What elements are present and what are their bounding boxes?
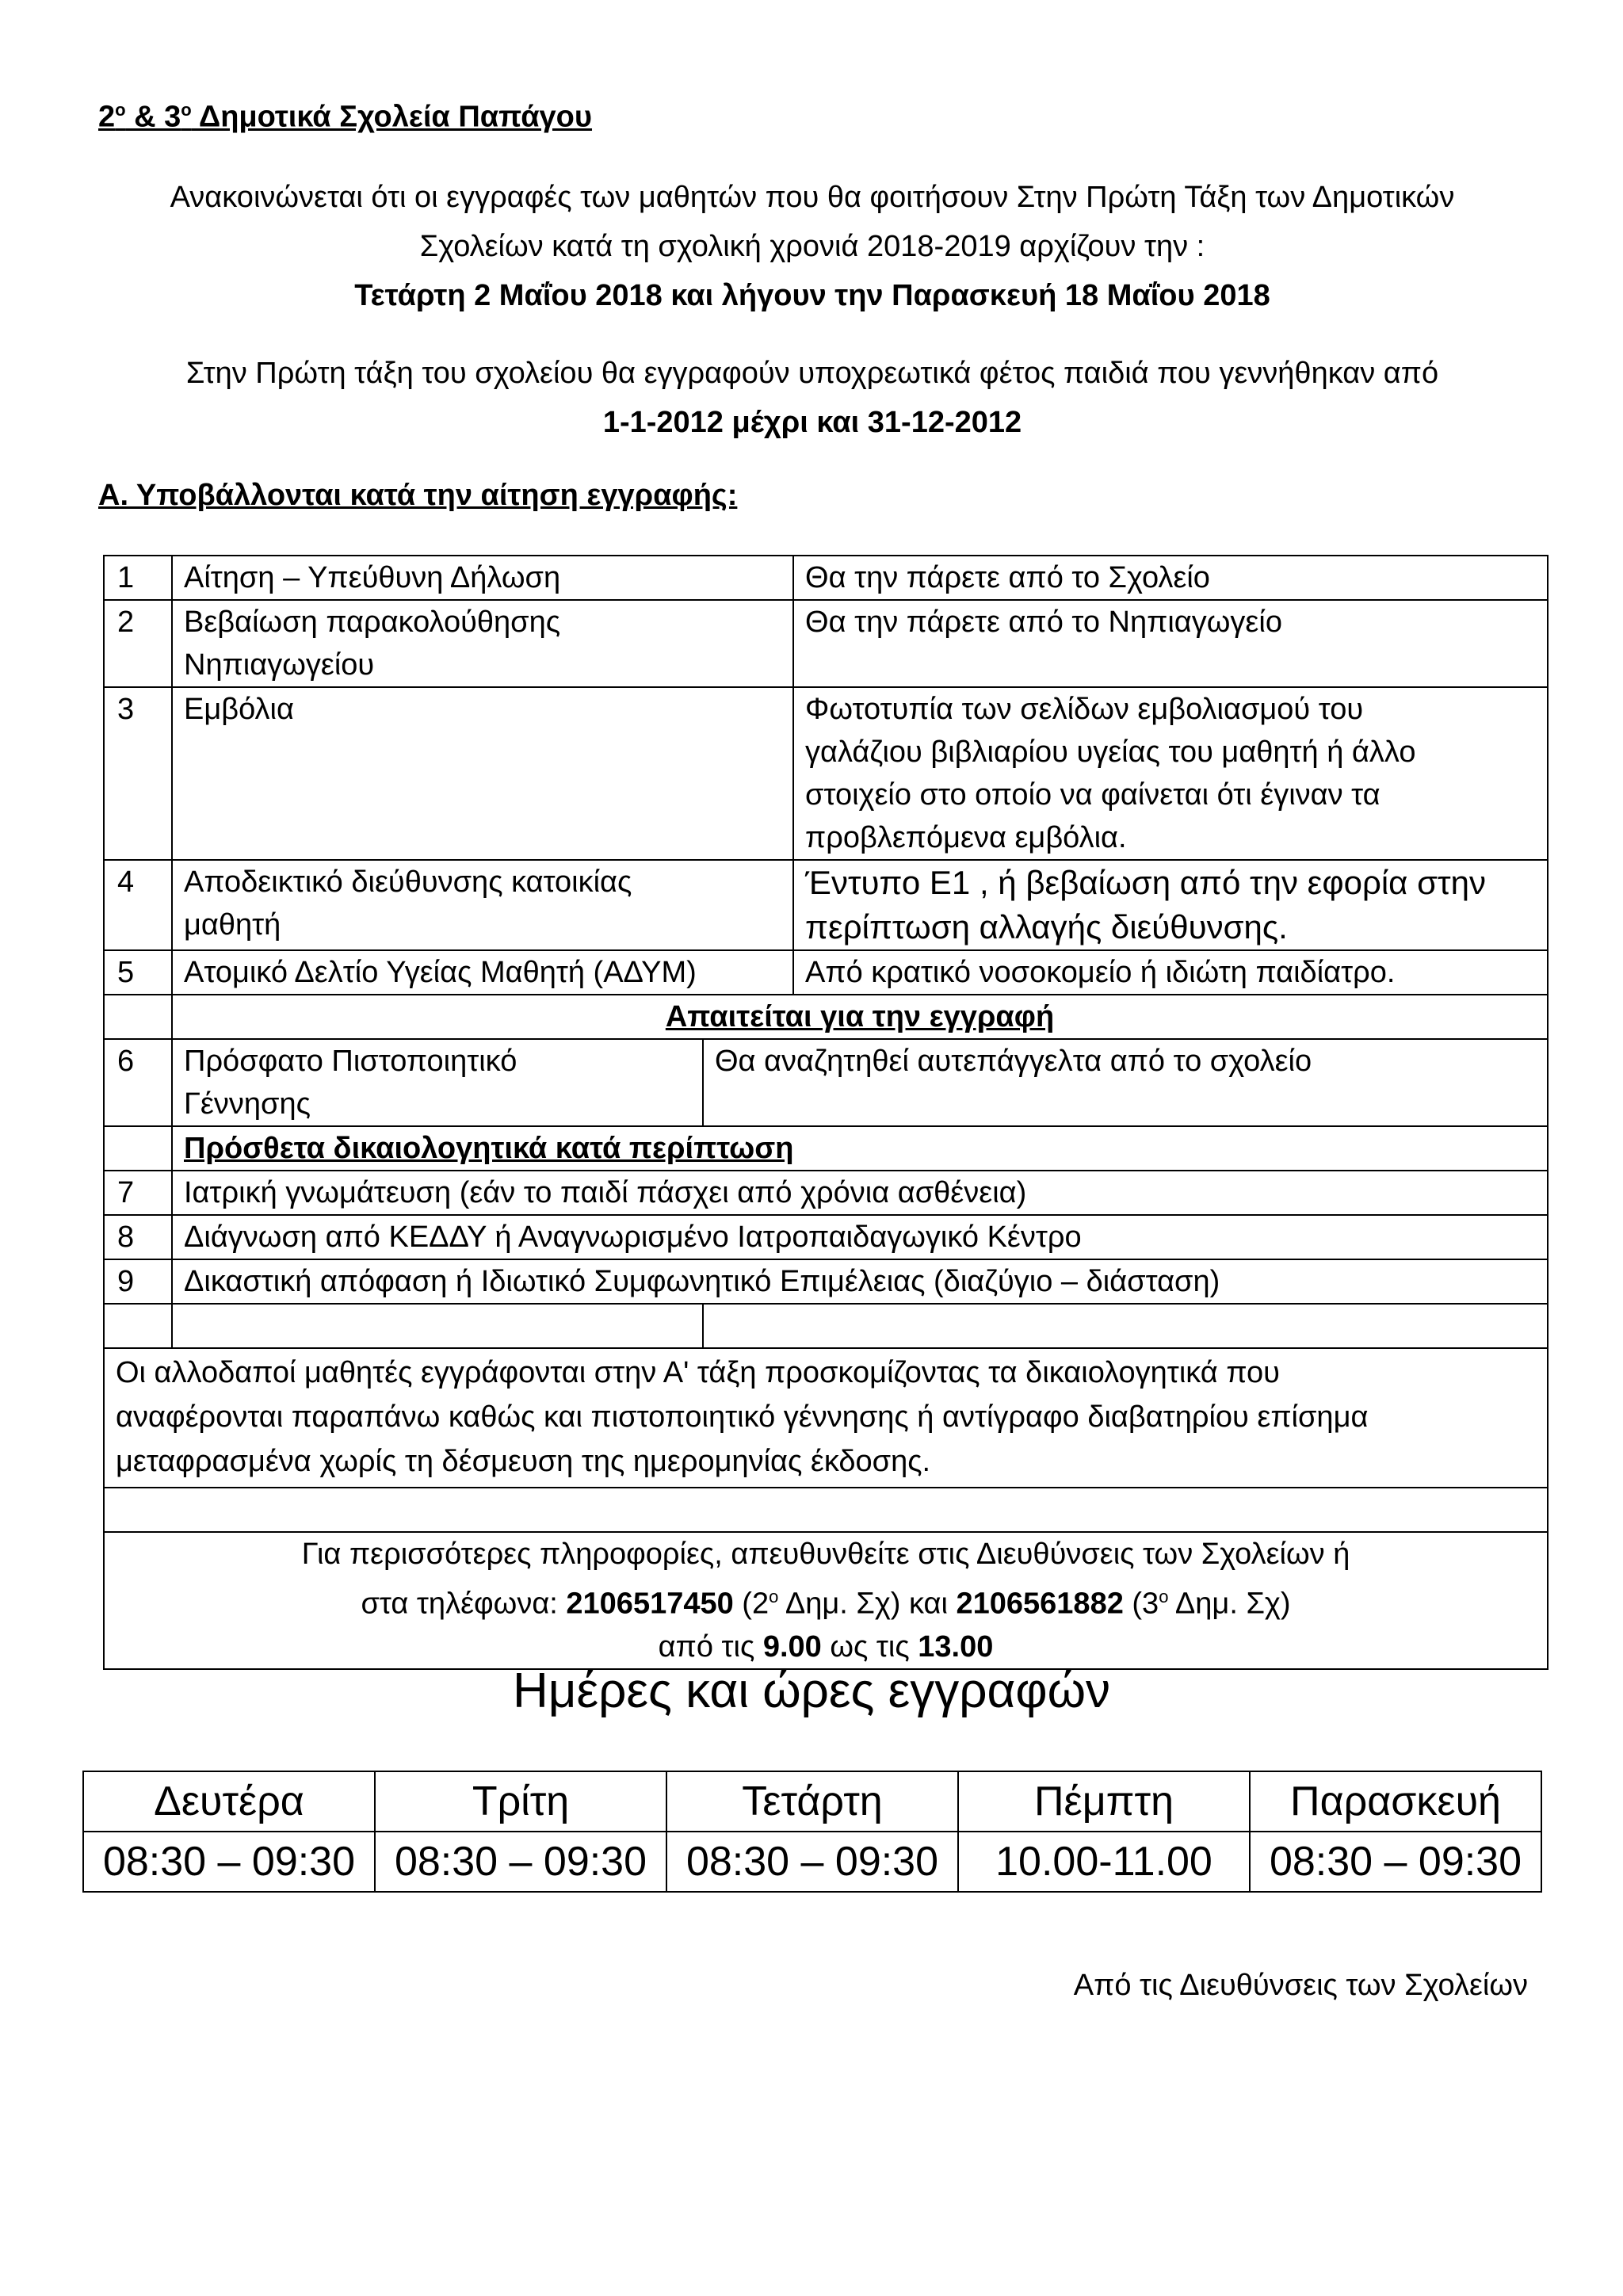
title-superscript: ο: [115, 100, 126, 120]
document-source: [793, 860, 1548, 950]
document-source-line: Από κρατικό νοσοκομείο ή ιδιώτη παιδίατρο.: [805, 956, 1396, 989]
foreign-students-note: [104, 1348, 1548, 1488]
empty-row: [104, 1488, 1548, 1532]
extra-document: Ιατρική γνωμάτευση (εάν το παιδί πάσχει από χρόνια ασθένεια): [172, 1171, 1548, 1215]
table-row: [104, 950, 1548, 995]
title-part: & 3: [125, 100, 181, 134]
table-row: [104, 1171, 1548, 1215]
row-number: 4: [104, 860, 172, 950]
required-heading: Απαιτείται για την εγγραφή: [172, 995, 1548, 1039]
row-number: 5: [104, 950, 172, 995]
school-ref: (2: [733, 1587, 769, 1621]
document-source: [793, 950, 1548, 995]
document-name-line: Βεβαίωση παρακολούθησης: [184, 606, 561, 639]
documents-table: [103, 555, 1549, 1670]
day-cell: Τετάρτη: [666, 1771, 958, 1832]
document-source: Θα αναζητηθεί αυτεπάγγελτα από το σχολείο: [703, 1039, 1548, 1126]
day-cell: Παρασκευή: [1250, 1771, 1541, 1832]
document-source: [793, 687, 1548, 860]
hours-label: ως τις: [821, 1629, 918, 1664]
times-row: [83, 1832, 1541, 1892]
section-a-heading: Α. Υποβάλλονται κατά την αίτηση εγγραφής:: [98, 479, 738, 512]
time-cell: 08:30 – 09:30: [375, 1832, 666, 1892]
extra-document: Διάγνωση από ΚΕΔΔΥ ή Αναγνωρισμένο Ιατροπαιδαγωγικό Κέντρο: [172, 1215, 1548, 1259]
row-number: 3: [104, 687, 172, 860]
row-number: 7: [104, 1171, 172, 1215]
table-row: [104, 687, 1548, 860]
intro-paragraph: [87, 173, 1537, 271]
signature: Από τις Διευθύνσεις των Σχολείων: [1073, 1969, 1528, 2002]
title-superscript: ο: [181, 100, 192, 120]
empty-cell: [104, 995, 172, 1039]
time-cell: 08:30 – 09:30: [1250, 1832, 1541, 1892]
phone-number: 2106561882: [956, 1587, 1124, 1621]
contact-phones: [116, 1576, 1536, 1626]
table-row: [104, 1532, 1548, 1669]
row-number: 8: [104, 1215, 172, 1259]
empty-row: [104, 1304, 1548, 1348]
phone-number: 2106517450: [566, 1587, 734, 1621]
school-ref-superscript: ο: [769, 1587, 779, 1606]
empty-cell: [104, 1488, 1548, 1532]
note-line: Οι αλλοδαποί μαθητές εγγράφονται στην Α' τάξη προσκομίζοντας τα δικαιολογητικά που: [116, 1356, 1280, 1389]
document-name-line: Ατομικό Δελτίο Υγείας Μαθητή (ΑΔΥΜ): [184, 956, 697, 989]
title-part: Δημοτικά Σχολεία Παπάγου: [191, 100, 593, 134]
document-name-line: Πρόσφατο Πιστοποιητικό: [184, 1045, 517, 1078]
document-source: [793, 556, 1548, 600]
document-name: [172, 600, 793, 687]
intro-line: Ανακοινώνεται ότι οι εγγραφές των μαθητών που θα φοιτήσουν Στην Πρώτη Τάξη των Δημοτικών: [170, 181, 1455, 214]
hours-from: 9.00: [762, 1629, 822, 1664]
school-title: [98, 100, 592, 135]
contact-line: Για περισσότερες πληροφορίες, απευθυνθείτε στις Διευθύνσεις των Σχολείων ή: [301, 1538, 1350, 1571]
extra-documents-heading: Πρόσθετα δικαιολογητικά κατά περίπτωση: [172, 1126, 1548, 1171]
registration-dates: Τετάρτη 2 Μαΐου 2018 και λήγουν την Παρασκευή 18 Μαΐου 2018: [354, 279, 1270, 312]
phones-label: στα τηλέφωνα:: [361, 1587, 567, 1621]
table-row: [104, 600, 1548, 687]
contact-hours: [116, 1626, 1536, 1668]
document-source-line: περίπτωση αλλαγής διεύθυνσης.: [805, 908, 1288, 946]
contact-info: [104, 1532, 1548, 1669]
note-line: μεταφρασμένα χωρίς τη δέσμευση της ημερομηνίας έκδοσης.: [116, 1445, 931, 1478]
title-part: 2: [98, 100, 116, 134]
document-name-line: Αποδεικτικό διεύθυνσης κατοικίας: [184, 865, 632, 899]
document-name: [172, 687, 793, 860]
table-row: [104, 1259, 1548, 1304]
row-number: 9: [104, 1259, 172, 1304]
row-number: 2: [104, 600, 172, 687]
table-row: [104, 556, 1548, 600]
hours-label: από τις: [658, 1629, 763, 1664]
empty-cell: [104, 1304, 172, 1348]
school-ref: (3: [1123, 1587, 1159, 1621]
row-number: 1: [104, 556, 172, 600]
document-source-line: γαλάζιου βιβλιαρίου υγείας του μαθητή ή άλλο: [805, 735, 1416, 769]
document-name-line: Νηπιαγωγείου: [184, 648, 375, 682]
intro-line: Σχολείων κατά τη σχολική χρονιά 2018-2019 αρχίζουν την :: [419, 230, 1205, 263]
document-source-line: Θα την πάρετε από το Σχολείο: [805, 561, 1210, 594]
document-source-line: Έντυπο Ε1 , ή βεβαίωση από την εφορία στην: [805, 864, 1486, 901]
extra-document: Δικαστική απόφαση ή Ιδιωτικό Συμφωνητικό Επιμέλειας (διαζύγιο – διάσταση): [172, 1259, 1548, 1304]
birth-date-range: 1-1-2012 μέχρι και 31-12-2012: [602, 406, 1022, 439]
document-name: [172, 556, 793, 600]
table-row: [104, 1215, 1548, 1259]
registration-hours-title: Ημέρες και ώρες εγγραφών: [512, 1664, 1111, 1718]
hours-to: 13.00: [918, 1629, 994, 1664]
document-name: [172, 950, 793, 995]
note-line: αναφέρονται παραπάνω καθώς και πιστοποιητικό γέννησης ή αντίγραφο διαβατηρίου επίσημα: [116, 1400, 1369, 1434]
time-cell: 08:30 – 09:30: [83, 1832, 375, 1892]
document-name-line: Αίτηση – Υπεύθυνη Δήλωση: [184, 561, 561, 594]
day-cell: Πέμπτη: [958, 1771, 1250, 1832]
empty-cell: [172, 1304, 703, 1348]
document-name: [172, 860, 793, 950]
time-cell: 10.00-11.00: [958, 1832, 1250, 1892]
document-source-line: στοιχείο στο οποίο να φαίνεται ότι έγιναν τα: [805, 778, 1381, 812]
document-name-line: Γέννησης: [184, 1087, 311, 1121]
document-source-line: προβλεπόμενα εμβόλια.: [805, 821, 1127, 854]
table-row: [104, 1039, 1548, 1126]
document-source-line: Θα την πάρετε από το Νηπιαγωγείο: [805, 606, 1282, 639]
registration-hours-table: [82, 1771, 1542, 1893]
document-source-line: Φωτοτυπία των σελίδων εμβολιασμού του: [805, 693, 1364, 726]
days-row: [83, 1771, 1541, 1832]
table-row: [104, 1348, 1548, 1488]
school-ref: Δημ. Σχ): [1168, 1587, 1291, 1621]
empty-cell: [703, 1304, 1548, 1348]
table-row: [104, 860, 1548, 950]
row-number: 6: [104, 1039, 172, 1126]
school-ref-superscript: ο: [1159, 1587, 1169, 1606]
document-name: [172, 1039, 703, 1126]
table-row: [104, 1126, 1548, 1171]
day-cell: Τρίτη: [375, 1771, 666, 1832]
document-name-line: μαθητή: [184, 908, 281, 942]
birth-eligibility-text: Στην Πρώτη τάξη του σχολείου θα εγγραφούν υποχρεωτικά φέτος παιδιά που γεννήθηκαν από: [185, 357, 1439, 390]
document-name-line: Εμβόλια: [184, 693, 294, 726]
table-row: [104, 995, 1548, 1039]
day-cell: Δευτέρα: [83, 1771, 375, 1832]
empty-cell: [104, 1126, 172, 1171]
document-source: [793, 600, 1548, 687]
time-cell: 08:30 – 09:30: [666, 1832, 958, 1892]
school-ref: Δημ. Σχ) και: [778, 1587, 957, 1621]
